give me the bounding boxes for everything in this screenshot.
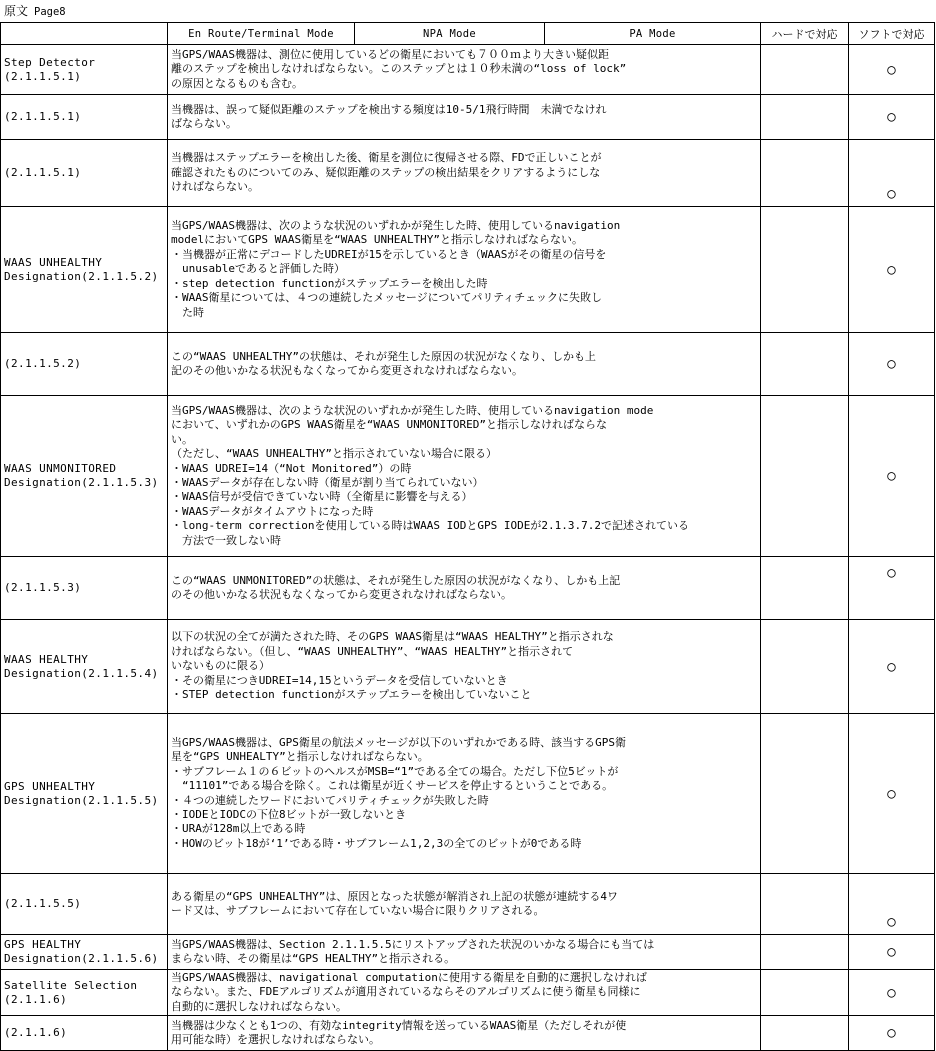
requirement-line: 用可能な時）を選択しなければならない。 (171, 1033, 380, 1046)
software-check-mark: ○ (849, 1016, 935, 1051)
software-check-mark: ○ (849, 95, 935, 140)
requirement-text (168, 557, 761, 620)
requirement-line: ・WAAS衛星については、４つの連続したメッセージについてパリティチェックに失敗し (171, 291, 602, 305)
requirement-line: （ただし、“WAAS UNHEALTHY”と指示されていない場合に限る） (171, 447, 497, 461)
requirement-line: 記のその他いかなる状況もなくなってから変更されなければならない。 (171, 364, 523, 377)
software-check-mark: ○ (849, 714, 935, 874)
requirement-line: ・long-term correctionを使用している時はWAAS IODとGPS IODEが2.1.3.7.2で記述されている (171, 519, 690, 533)
requirement-line: ・URAが128m以上である時 (171, 822, 306, 836)
requirement-line: い。 (171, 432, 193, 446)
section-label-line: Step Detector (4, 55, 96, 69)
table-row (1, 1016, 935, 1051)
header-software: ソフトで対応 (849, 23, 935, 45)
requirement-line: ・WAASデータが存在しない時（衛星が割り当てられていない） (171, 476, 484, 489)
requirement-line: ・サブフレーム１の６ビットのヘルスがMSB=“1”である全ての場合。ただし下位5ビットが (171, 764, 619, 778)
section-label-line: GPS HEALTHY (4, 938, 82, 951)
requirement-line: 星を“GPS UNHEALTY”と指示しなければならない。 (171, 750, 429, 764)
software-check-mark: ○ (849, 140, 935, 207)
section-label (1, 45, 168, 95)
requirement-line: ならない。また、FDEアルゴリズムが適用されているならそのアルゴリズムに使う衛星も同様に (171, 985, 641, 999)
section-label-line: WAAS UNHEALTHY (4, 255, 103, 269)
section-label-line: (2.1.1.5.1) (4, 166, 82, 179)
section-label-line: GPS UNHEALTHY (4, 779, 96, 793)
table-row (1, 45, 935, 95)
requirement-line: “11101”である場合を除く。これは衛星が近くサービスを停止するということである。 (171, 779, 614, 793)
section-label (1, 620, 168, 714)
hardware-cell (761, 45, 849, 95)
section-label-line: WAAS HEALTHY (4, 652, 89, 666)
requirement-line: ・WAASデータがタイムアウトになった時 (171, 504, 374, 518)
software-check-mark: ○ (849, 620, 935, 714)
table-row (1, 333, 935, 396)
hardware-cell (761, 714, 849, 874)
table-row (1, 207, 935, 333)
header-hardware: ハードで対応 (761, 23, 849, 45)
requirement-line: 当GPS/WAAS機器は、測位に使用しているどの衛星においても７００ｍより大きい疑似距 (171, 47, 609, 61)
requirement-text (168, 333, 761, 396)
table-row (1, 874, 935, 935)
table-row (1, 95, 935, 140)
software-check-mark: ○ (849, 970, 935, 1016)
table-row (1, 557, 935, 620)
section-label (1, 935, 168, 970)
header-blank-cell (1, 23, 168, 45)
requirements-table (0, 22, 935, 1051)
table-row (1, 970, 935, 1016)
hardware-cell (761, 935, 849, 970)
requirement-line: の原因となるものも含む。 (171, 76, 303, 90)
section-label-line: (2.1.1.5.1) (4, 69, 82, 83)
requirement-line: ・IODEとIODCの下位8ビットが一致しないとき (171, 807, 407, 821)
table-row (1, 935, 935, 970)
requirement-line: ければならない。（但し、“WAAS UNHEALTHY”、“WAAS HEALTHY”と指示されて (171, 644, 574, 658)
requirement-line: 自動的に選択しなければならない。 (171, 999, 347, 1013)
table-row (1, 396, 935, 557)
table-row (1, 714, 935, 874)
table-row (1, 620, 935, 714)
requirement-text (168, 620, 761, 714)
hardware-cell (761, 557, 849, 620)
page-title-text: 原文 (4, 4, 29, 18)
requirement-line: 当機器は少なくとも1つの、有効なintegrity情報を送っているWAAS衛星（ただしそれが使 (171, 1018, 627, 1032)
requirement-text (168, 207, 761, 333)
requirement-line: 当GPS/WAAS機器は、Section 2.1.1.5.5にリストアップされた状況のいかなる場合にも当ては (171, 937, 655, 951)
section-label-line: Designation(2.1.1.5.4) (4, 666, 159, 680)
section-label-line: (2.1.1.5.5) (4, 897, 82, 910)
table-row (1, 140, 935, 207)
requirement-line: ード又は、サブフレームにおいて存在していない場合に限りクリアされる。 (171, 904, 545, 917)
section-label (1, 140, 168, 207)
requirement-line: ・WAAS信号が受信できていない時（全衛星に影響を与える） (171, 490, 473, 504)
header-en-route-mode: En Route/Terminal Mode (168, 23, 355, 45)
requirement-line: 当GPS/WAAS機器は、navigational computationに使用する衛星を自動的に選択しなければ (171, 970, 647, 984)
section-label-line: (2.1.1.5.2) (4, 357, 82, 370)
hardware-cell (761, 1016, 849, 1051)
section-label (1, 874, 168, 935)
requirement-line: のその他いかなる状況もなくなってから変更されなければならない。 (171, 588, 512, 601)
section-label-line: (2.1.1.5.3) (4, 581, 82, 594)
requirement-line: この“WAAS UNHEALTHY”の状態は、それが発生した原因の状況がなくなり、しかも上 (171, 349, 596, 363)
section-label (1, 970, 168, 1016)
hardware-cell (761, 333, 849, 396)
requirement-line: た時 (171, 305, 204, 319)
section-label-line: Designation(2.1.1.5.2) (4, 269, 159, 283)
requirement-line: 方法で一致しない時 (171, 533, 281, 547)
requirement-line: ある衛星の“GPS UNHEALTHY”は、原因となった状態が解消され上記の状態が連続する4ワ (171, 889, 618, 903)
software-check-mark: ○ (849, 333, 935, 396)
section-label-line: Designation(2.1.1.5.3) (4, 476, 159, 489)
software-check-mark: ○ (849, 874, 935, 935)
section-label-line: (2.1.1.6) (4, 992, 68, 1006)
page-number: Page8 (34, 6, 66, 18)
section-label-line: Designation(2.1.1.5.5) (4, 793, 159, 807)
section-label (1, 1016, 168, 1051)
requirement-text (168, 140, 761, 207)
hardware-cell (761, 396, 849, 557)
header-npa-mode: NPA Mode (355, 23, 545, 45)
requirement-text (168, 874, 761, 935)
requirement-line: 当機器は、誤って疑似距離のステップを検出する頻度は10-5/1飛行時間 未満でなけれ (171, 102, 607, 116)
software-check-mark: ○ (849, 935, 935, 970)
requirement-line: 以下の状況の全てが満たされた時、そのGPS WAAS衛星は“WAAS HEALTHY”と指示されな (171, 630, 614, 644)
software-check-mark: ○ (849, 207, 935, 333)
section-label-line: (2.1.1.6) (4, 1026, 68, 1039)
software-check-mark: ○ (849, 45, 935, 95)
requirement-line: ・４つの連続したワードにおいてパリティチェックが失敗した時 (171, 793, 489, 807)
requirement-line: において、いずれかのGPS WAAS衛星を“WAAS UNMONITORED”と指示しなければならな (171, 418, 607, 432)
hardware-cell (761, 970, 849, 1016)
requirement-line: ・HOWのビット18が‘1’である時・サブフレーム1,2,3の全てのビットが0である時 (171, 836, 582, 850)
section-label (1, 396, 168, 557)
requirement-line: ・WAAS UDREI=14（“Not Monitored”）の時 (171, 461, 412, 475)
hardware-cell (761, 620, 849, 714)
section-label (1, 557, 168, 620)
requirement-line: ・STEP detection functionがステップエラーを検出していないこと (171, 688, 532, 702)
requirement-line: この“WAAS UNMONITORED”の状態は、それが発生した原因の状況がなくなり、しかも上記 (171, 573, 621, 587)
requirement-line: まらない時、その衛星は“GPS HEALTHY”と指示される。 (171, 952, 456, 965)
software-check-mark: ○ (849, 396, 935, 557)
header-pa-mode: PA Mode (545, 23, 761, 45)
hardware-cell (761, 207, 849, 333)
section-label (1, 207, 168, 333)
requirement-text (168, 95, 761, 140)
requirement-line: ・その衛星につきUDREI=14,15というデータを受信していないとき (171, 673, 508, 687)
requirement-text (168, 970, 761, 1016)
requirement-line: ければならない。 (171, 180, 259, 194)
section-label (1, 333, 168, 396)
requirement-text (168, 1016, 761, 1051)
header-row (1, 23, 935, 45)
requirement-text (168, 45, 761, 95)
requirement-text (168, 396, 761, 557)
requirement-line: ・step detection functionがステップエラーを検出した時 (171, 276, 488, 290)
hardware-cell (761, 874, 849, 935)
section-label-line: (2.1.1.5.1) (4, 110, 82, 123)
requirement-line: unusableであると評価した時） (171, 262, 345, 276)
page-title (4, 3, 66, 19)
requirement-line: 当GPS/WAAS機器は、次のような状況のいずれかが発生した時、使用しているnavigation (171, 219, 621, 233)
hardware-cell (761, 95, 849, 140)
requirement-line: 当GPS/WAAS機器は、GPS衛星の航法メッセージが以下のいずれかである時、該当するGPS衛 (171, 735, 627, 749)
software-check-mark: ○ (849, 557, 935, 620)
requirement-line: modelにおいてGPS WAAS衛星を“WAAS UNHEALTHY”と指示しなければならない。 (171, 233, 584, 247)
requirement-line: 確認されたものについてのみ、疑似距離のステップの検出結果をクリアするようにしな (171, 165, 601, 179)
section-label-line: WAAS UNMONITORED (4, 462, 117, 475)
requirement-line: ・当機器が正常にデコードしたUDREIが15を示しているとき（WAASがその衛星の信号を (171, 247, 607, 261)
section-label (1, 95, 168, 140)
requirement-text (168, 714, 761, 874)
requirement-text (168, 935, 761, 970)
requirement-line: いないものに限る） (171, 659, 270, 673)
section-label-line: Designation(2.1.1.5.6) (4, 952, 159, 965)
requirement-line: 当GPS/WAAS機器は、次のような状況のいずれかが発生した時、使用しているnavigation mode (171, 403, 654, 417)
requirement-line: 離のステップを検出しなければならない。このステップとは１０秒未満の“loss of lock” (171, 62, 627, 76)
hardware-cell (761, 140, 849, 207)
requirement-line: ばならない。 (171, 117, 237, 130)
section-label-line: Satellite Selection (4, 978, 138, 992)
requirement-line: 当機器はステップエラーを検出した後、衛星を測位に復帰させる際、FDで正しいことが (171, 151, 602, 165)
section-label (1, 714, 168, 874)
